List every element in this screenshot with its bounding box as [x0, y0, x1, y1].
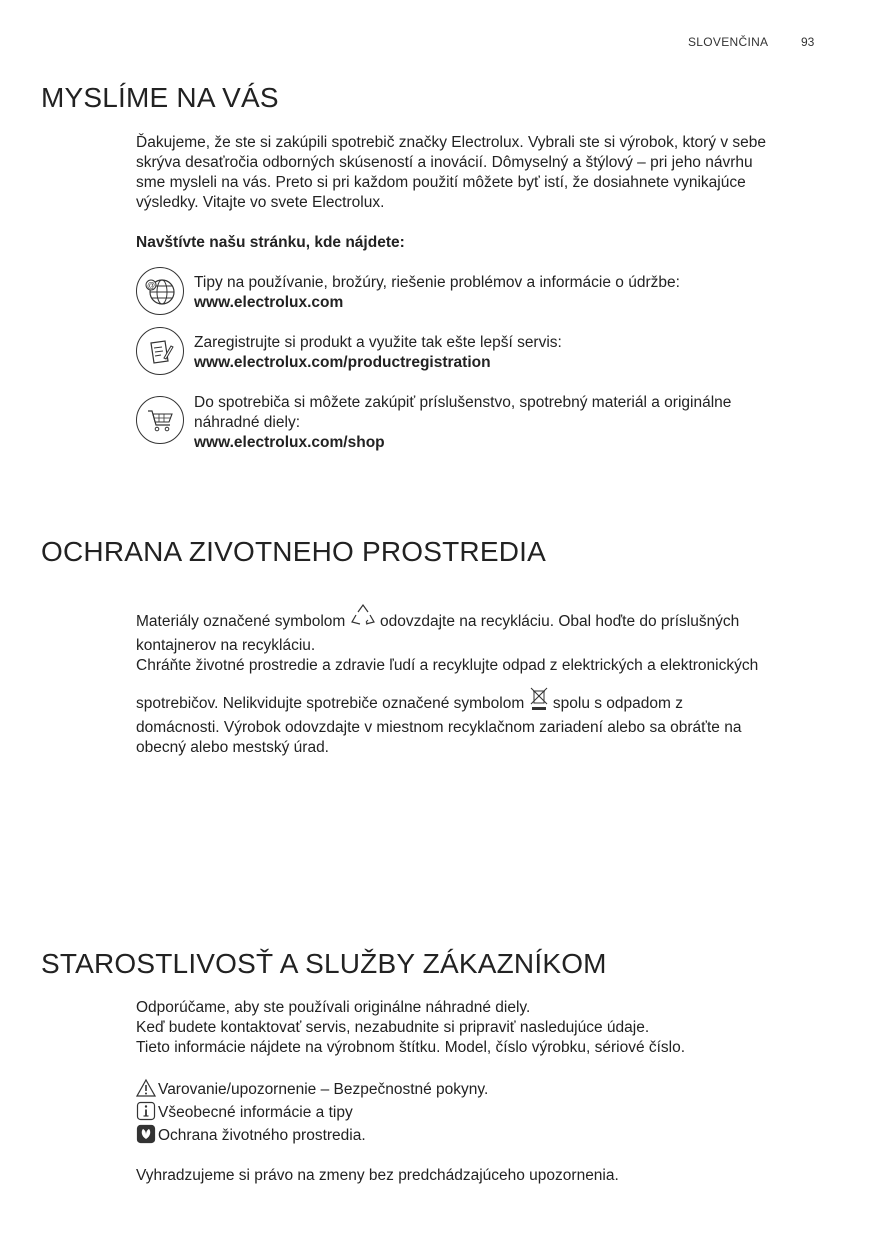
env-text: kontajnerov na recykláciu. [136, 637, 316, 654]
environment-paragraph [136, 590, 826, 758]
globe-icon [136, 267, 184, 315]
link-url-registration[interactable]: www.electrolux.com/productregistration [194, 354, 491, 371]
link-item-registration [194, 333, 834, 373]
legend-label: Všeobecné informácie a tipy [158, 1104, 353, 1121]
link-description: Tipy na používanie, brožúry, riešenie problémov a informácie o údržbe: [194, 274, 680, 291]
care-line: Tieto informácie nájdete na výrobnom štítku. Model, číslo výrobku, sériové číslo. [136, 1039, 686, 1056]
link-description: Do spotrebiča si môžete zakúpiť príslušenstvo, spotrebný materiál a originálne [194, 394, 732, 411]
legend-label: Varovanie/upozornenie – Bezpečnostné pokyny. [158, 1081, 489, 1098]
env-text: spolu s odpadom z [552, 695, 683, 712]
env-text: Materiály označené symbolom [136, 613, 346, 630]
link-item-shop [194, 393, 834, 453]
shopping-cart-icon [136, 396, 184, 444]
weee-crossed-bin-icon [529, 686, 549, 718]
intro-line: Ďakujeme, že ste si zakúpili spotrebič značky Electrolux. Vybrali ste si výrobok, ktorý v sebe [136, 134, 767, 151]
page-number: 93 [801, 35, 815, 49]
header-language: SLOVENČINA [688, 35, 769, 49]
env-text: obecný alebo mestský úrad. [136, 739, 329, 756]
link-description: náhradné diely: [194, 414, 300, 431]
environment-icon [136, 1124, 158, 1150]
intro-line: skrýva desaťročia odborných skúseností a inovácií. Dômyselný a štýlový – pri jeho návrhu [136, 154, 753, 171]
env-text: Chráňte životné prostredie a zdravie ľudí a recyklujte odpad z elektrických a elektronických [136, 657, 759, 674]
care-line: Keď budete kontaktovať servis, nezabudnite si pripraviť nasledujúce údaje. [136, 1019, 650, 1036]
registration-icon [136, 327, 184, 375]
link-description: Zaregistrujte si produkt a využite tak ešte lepší servis: [194, 334, 562, 351]
env-text: odovzdajte na recykláciu. Obal hoďte do príslušných [379, 613, 740, 630]
legend-label: Ochrana životného prostredia. [158, 1127, 366, 1144]
env-text: spotrebičov. Nelikvidujte spotrebiče označené symbolom [136, 695, 525, 712]
care-line: Odporúčame, aby ste používali originálne náhradné diely. [136, 999, 531, 1016]
visit-heading: Navštívte našu stránku, kde nájdete: [136, 234, 405, 251]
disclaimer: Vyhradzujeme si právo na zmeny bez predchádzajúceho upozornenia. [136, 1167, 619, 1184]
intro-line: výsledky. Vitajte vo svete Electrolux. [136, 194, 385, 211]
link-item-support [194, 273, 834, 313]
section-title-customer-care: STAROSTLIVOSŤ A SLUŽBY ZÁKAZNÍKOM [41, 948, 607, 979]
intro-line: sme mysleli na vás. Preto si pri každom použití môžete byť istí, že dosiahnete vynikajúce [136, 174, 746, 191]
intro-paragraph [136, 133, 826, 213]
section-title-thinking-of-you: MYSLÍME NA VÁS [41, 82, 279, 113]
legend-environment [136, 1124, 366, 1150]
section-title-environment: OCHRANA ZIVOTNEHO PROSTREDIA [41, 536, 546, 567]
link-url-shop[interactable]: www.electrolux.com/shop [194, 434, 385, 451]
recycle-icon [350, 602, 376, 636]
svg-text:@: @ [146, 281, 156, 290]
env-text: domácnosti. Výrobok odovzdajte v miestnom recyklačnom zariadení alebo sa obráťte na [136, 719, 742, 736]
link-url-support[interactable]: www.electrolux.com [194, 294, 344, 311]
customer-care-paragraph [136, 998, 826, 1058]
